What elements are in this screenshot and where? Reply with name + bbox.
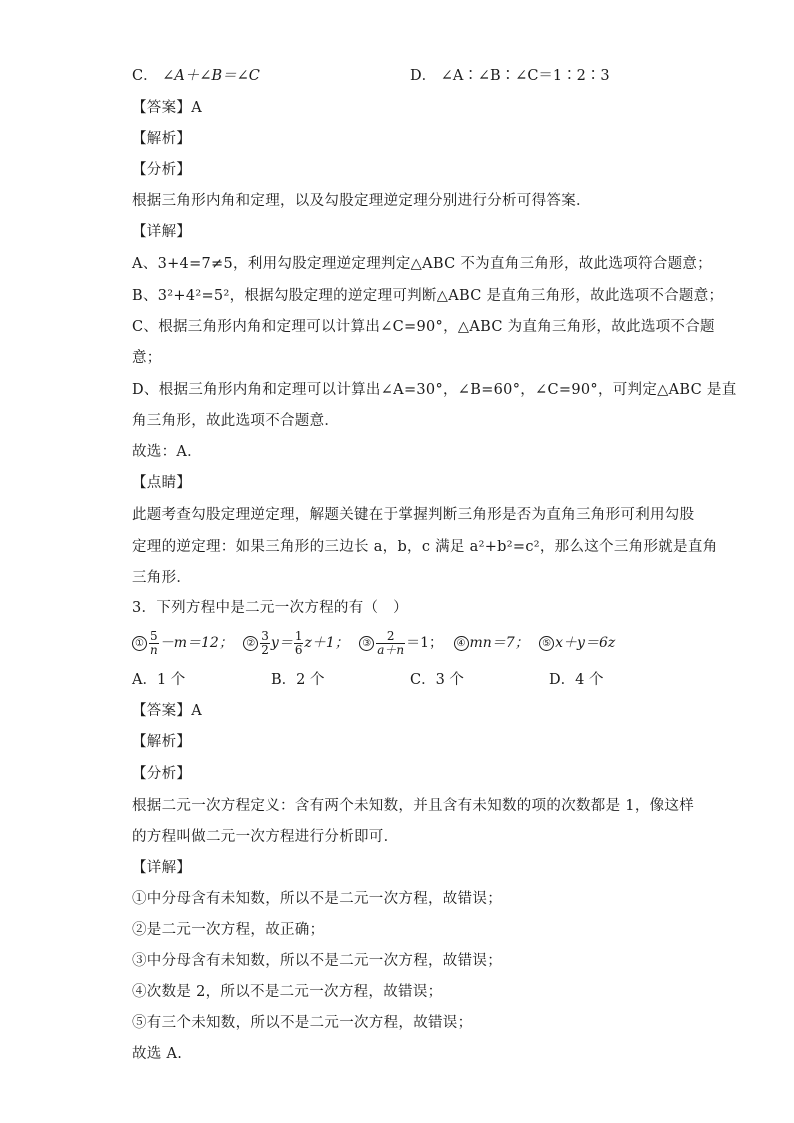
- q3-detail-4: ④次数是 2，所以不是二元一次方程，故错误；: [132, 984, 443, 1000]
- equation-4: ④ mn＝7；: [454, 626, 529, 660]
- option-d-label: D．: [410, 68, 437, 84]
- q3-fenxi-2: 的方程叫做二元一次方程进行分析即可．: [132, 829, 399, 845]
- option-c-expression: ∠A＋∠B＝∠C: [162, 68, 260, 84]
- q3-detail-5: ⑤有三个未知数，所以不是二元一次方程，故错误；: [132, 1015, 473, 1031]
- option-c: [132, 66, 260, 86]
- equation-2: ② $\frac{3}{2}$ y＝ $\frac{1}{6}$ z＋1；: [243, 626, 349, 660]
- q2-detail-b: B、3²+4²=5²，根据勾股定理的逆定理可判断△ABC 是直角三角形，故此选项不合题意；: [132, 288, 724, 304]
- q2-detail-c1: C、根据三角形内角和定理可以计算出∠C=90°，△ABC 为直角三角形，故此选项不合题: [132, 319, 715, 335]
- q3-option-b: B．2 个: [271, 672, 325, 688]
- q3-fenxi-heading: 【分析】: [132, 766, 192, 782]
- q2-dianjing-1: 此题考查勾股定理逆定理，解题关键在于掌握判断三角形是否为直角三角形可利用勾股: [132, 507, 695, 523]
- q2-detail-heading: 【详解】: [132, 224, 192, 240]
- q2-choose: 故选：A．: [132, 444, 202, 460]
- q3-option-c: C．3 个: [410, 672, 464, 688]
- q3-equations: [132, 626, 621, 660]
- q3-stem: 3．下列方程中是二元一次方程的有（ ）: [132, 600, 408, 616]
- q3-option-a: A．1 个: [132, 672, 186, 688]
- fraction: $\frac{2}{a+n}$: [377, 628, 405, 657]
- option-d-expression: ∠A∶∠B∶∠C＝1∶2∶3: [440, 68, 610, 84]
- q2-analysis-heading: 【解析】: [132, 131, 192, 147]
- option-d: [410, 66, 610, 86]
- circled-number-3: ③: [359, 636, 374, 651]
- q3-detail-3: ③中分母含有未知数，所以不是二元一次方程，故错误；: [132, 953, 502, 969]
- equation-1: ① $\frac{5}{n}$ －m＝12；: [132, 626, 233, 660]
- q3-detail-2: ②是二元一次方程，故正确；: [132, 922, 325, 938]
- equation-3: ③ $\frac{2}{a+n}$ ＝1；: [359, 626, 443, 660]
- q2-detail-c2: 意；: [132, 350, 162, 366]
- q2-fenxi-text: 根据三角形内角和定理，以及勾股定理逆定理分别进行分析可得答案．: [132, 193, 591, 209]
- q2-fenxi-heading: 【分析】: [132, 162, 192, 178]
- circled-number-5: ⑤: [539, 636, 554, 651]
- q2-dianjing-2: 定理的逆定理：如果三角形的三边长 a，b，c 满足 a²+b²=c²，那么这个三角形就是直角: [132, 539, 718, 555]
- q2-dianjing-3: 三角形．: [132, 570, 192, 586]
- circled-number-4: ④: [454, 636, 469, 651]
- fraction: $\frac{5}{n}$: [150, 628, 158, 657]
- fraction: $\frac{3}{2}$: [261, 628, 269, 657]
- q3-fenxi-1: 根据二元一次方程定义：含有两个未知数，并且含有未知数的项的次数都是 1，像这样: [132, 798, 695, 814]
- circled-number-1: ①: [132, 636, 147, 651]
- q3-detail-1: ①中分母含有未知数，所以不是二元一次方程，故错误；: [132, 891, 502, 907]
- q3-analysis-heading: 【解析】: [132, 734, 192, 750]
- q2-detail-d1: D、根据三角形内角和定理可以计算出∠A=30°，∠B=60°，∠C=90°，可判定△ABC 是直: [132, 382, 737, 398]
- equation-5: ⑤ x＋y＝6z: [539, 626, 615, 660]
- q2-dianjing-heading: 【点睛】: [132, 475, 192, 491]
- q3-choose: 故选 A.: [132, 1046, 183, 1062]
- q2-answer: 【答案】A: [132, 100, 202, 116]
- q3-option-d: D．4 个: [549, 672, 604, 688]
- q3-detail-heading: 【详解】: [132, 860, 192, 876]
- q3-answer: 【答案】A: [132, 703, 202, 719]
- option-c-label: C．: [132, 68, 158, 84]
- fraction: $\frac{1}{6}$: [294, 628, 303, 657]
- circled-number-2: ②: [243, 636, 258, 651]
- q2-detail-a: A、3+4=7≠5，利用勾股定理逆定理判定△ABC 不为直角三角形，故此选项符合题意；: [132, 256, 712, 272]
- q2-detail-d2: 角三角形，故此选项不合题意．: [132, 413, 340, 429]
